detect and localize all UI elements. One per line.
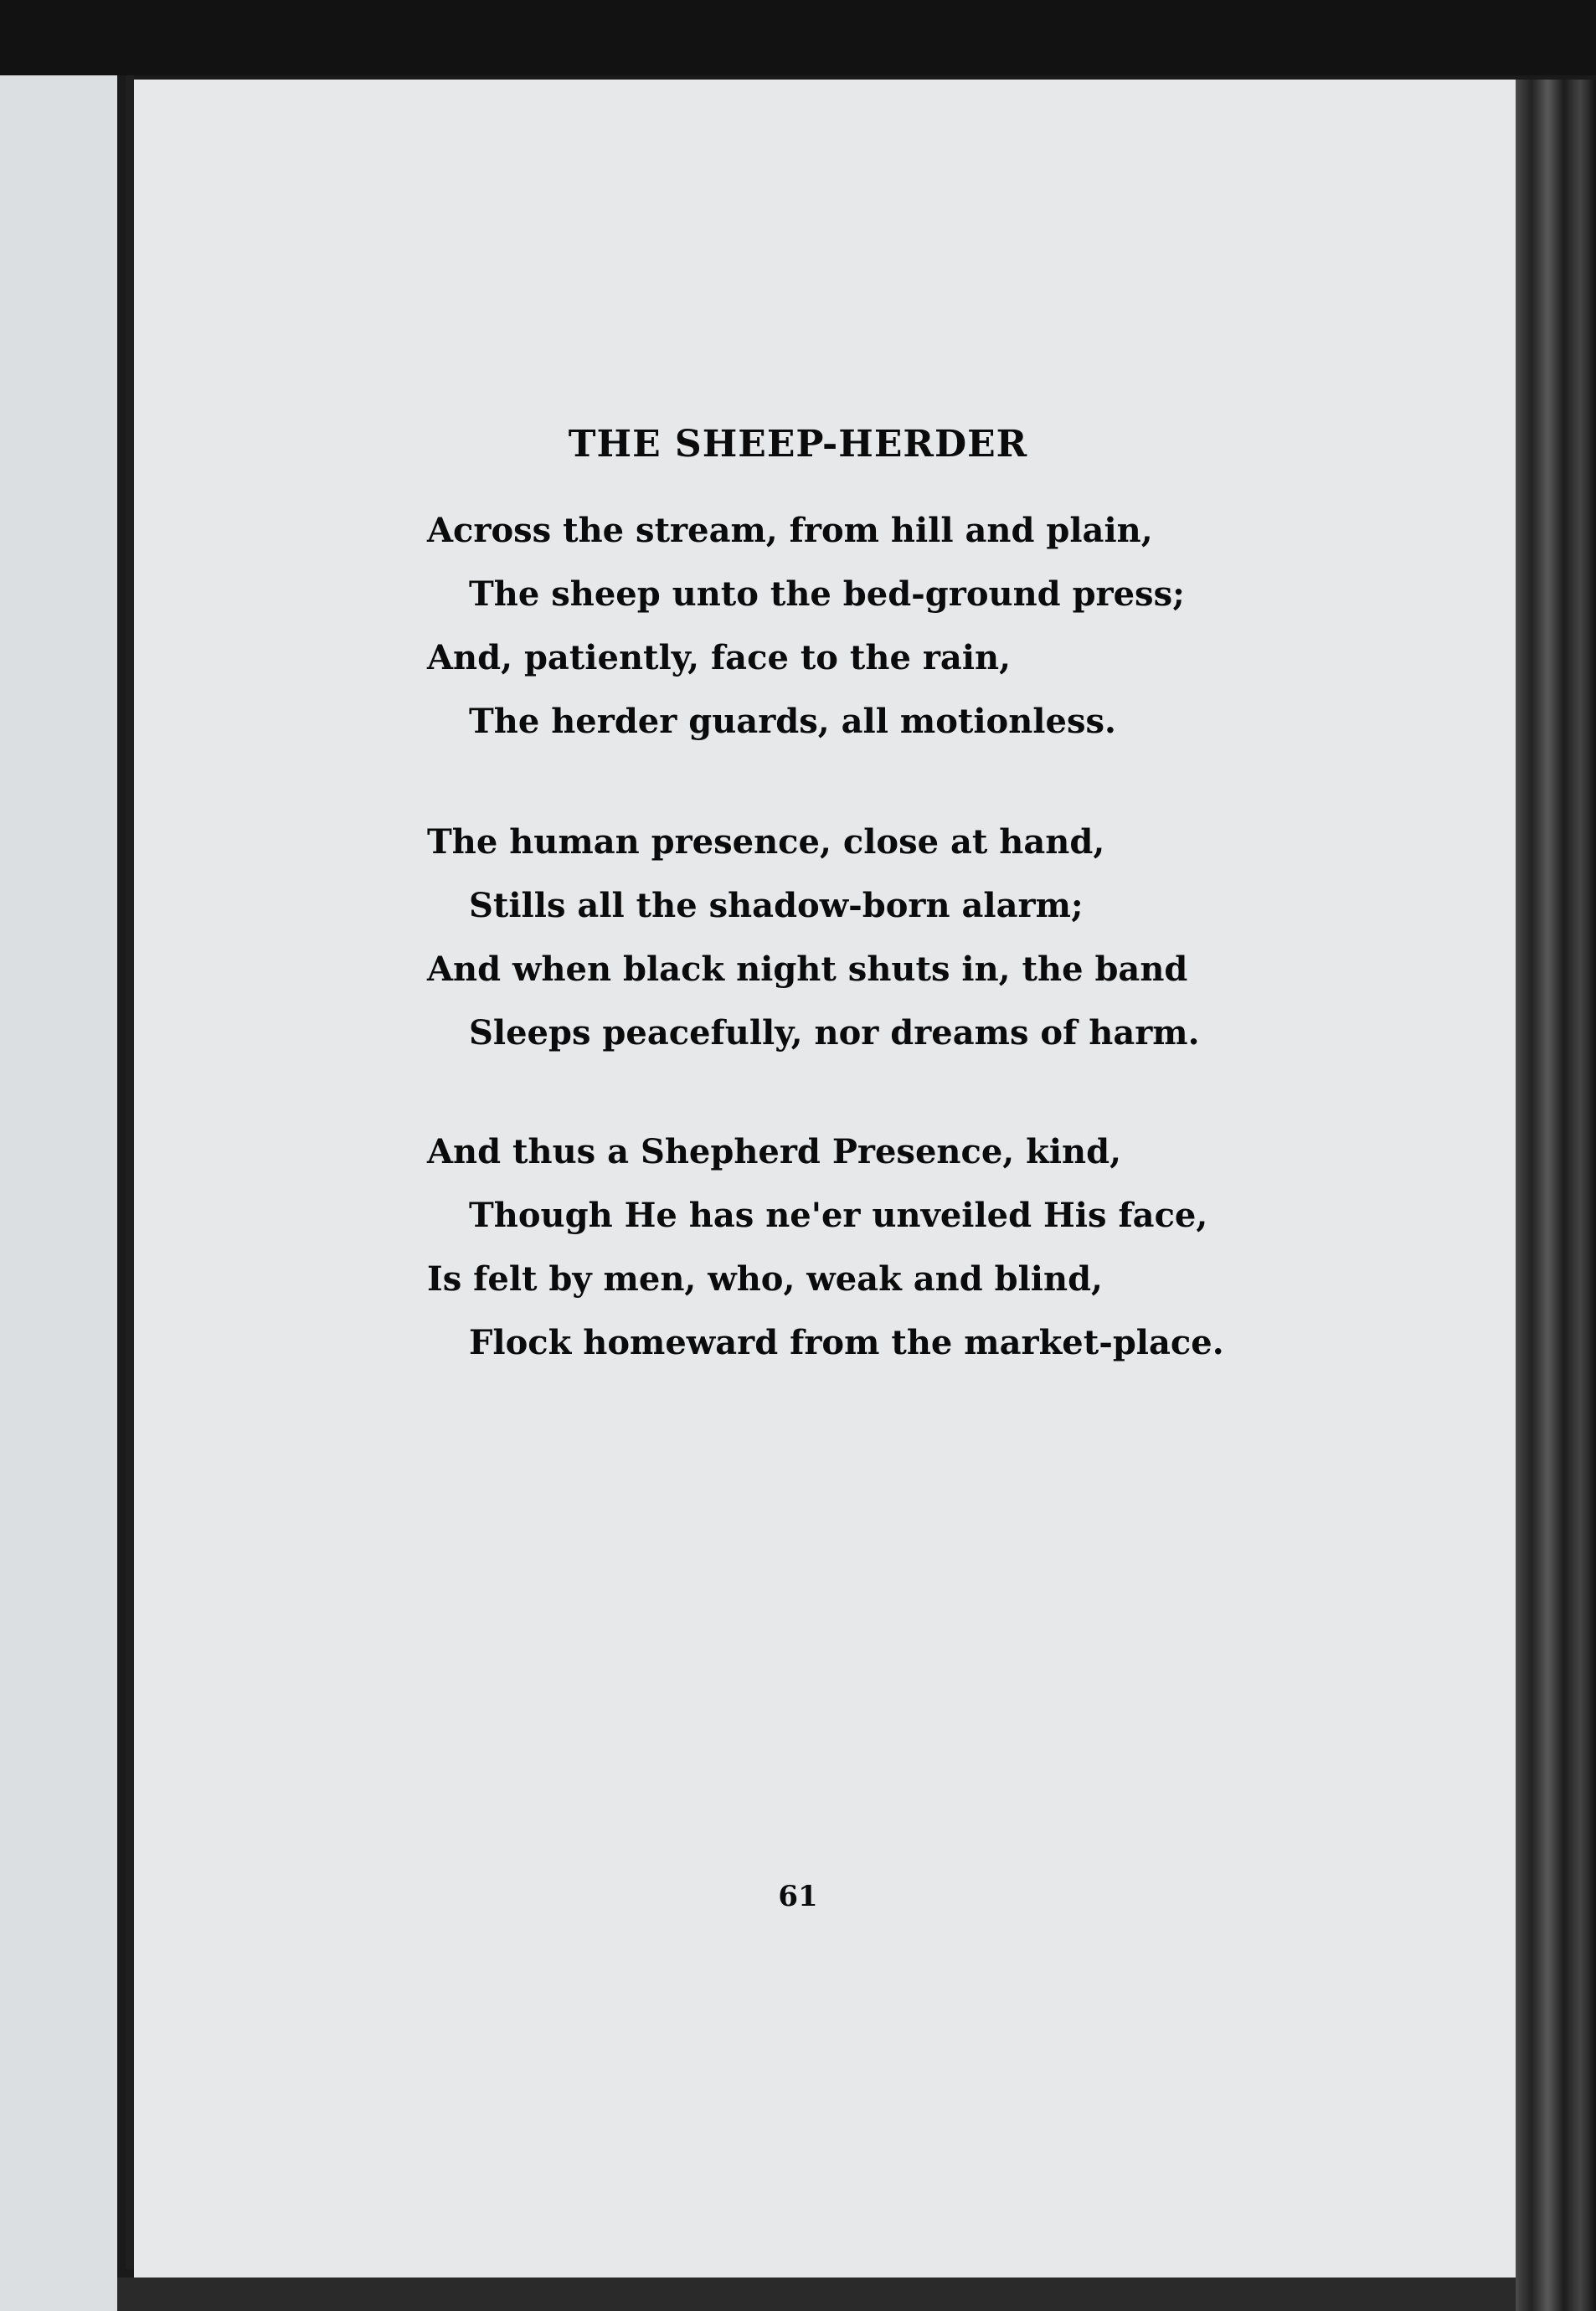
- poem-line: And, patiently, face to the rain,: [427, 638, 1012, 677]
- poem-line: Is felt by men, who, weak and blind,: [427, 1259, 1103, 1299]
- scan-top-border: [0, 0, 1596, 75]
- stanza-3: [427, 1120, 1224, 1375]
- poem-line: Stills all the shadow-born alarm;: [469, 886, 1084, 925]
- scan-bottom-border: [117, 2278, 1516, 2311]
- poem-line: And thus a Shepherd Presence, kind,: [427, 1132, 1122, 1171]
- poem-line: Flock homeward from the market-place.: [469, 1323, 1224, 1362]
- page-stack-edge: [1516, 80, 1596, 2311]
- poem-title: THE SHEEP-HERDER: [568, 423, 1028, 466]
- poem-line: The human presence, close at hand,: [427, 822, 1105, 862]
- poem-line: The sheep unto the bed-ground press;: [469, 574, 1185, 614]
- poem-line: The herder guards, all motionless.: [469, 702, 1116, 741]
- book-gutter: [126, 75, 134, 2269]
- stanza-1: [427, 499, 1185, 754]
- facing-page-edge: [0, 75, 117, 2311]
- poem-line: Across the stream, from hill and plain,: [427, 511, 1153, 550]
- poem-line: Sleeps peacefully, nor dreams of harm.: [469, 1013, 1200, 1053]
- page-number: 61: [778, 1880, 818, 1913]
- stanza-2: [427, 811, 1200, 1065]
- poem-line: And when black night shuts in, the band: [427, 950, 1188, 989]
- poem-line: Though He has ne'er unveiled His face,: [469, 1196, 1208, 1235]
